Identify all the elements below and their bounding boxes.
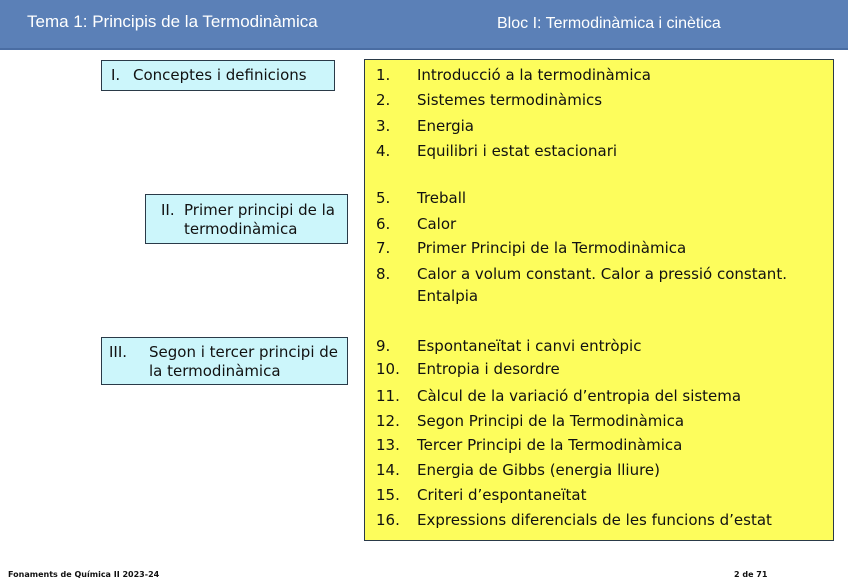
list-item-text: Sistemes termodinàmics xyxy=(417,91,603,109)
section-box-2 xyxy=(145,194,348,244)
list-item-number: 9. xyxy=(376,337,391,355)
list-item-text: Calor xyxy=(417,215,457,233)
list-item-number: 15. xyxy=(376,486,400,504)
list-item-number: 14. xyxy=(376,461,400,479)
list-item-text: Segon Principi de la Termodinàmica xyxy=(417,412,685,430)
list-item-number: 7. xyxy=(376,239,391,257)
list-item-text: Calor a volum constant. Calor a pressió constant. Entalpia xyxy=(417,265,787,305)
section-title: Conceptes i definicions xyxy=(133,66,307,84)
block-title: Bloc I: Termodinàmica i cinètica xyxy=(497,15,721,32)
list-item-text: Càlcul de la variació d’entropia del sistema xyxy=(417,387,742,405)
section-box-1 xyxy=(101,60,335,91)
page-counter: 2 de 71 xyxy=(734,570,768,579)
list-item-number: 1. xyxy=(376,66,391,84)
list-item-text: Criteri d’espontaneïtat xyxy=(417,486,587,504)
list-item-text: Tercer Principi de la Termodinàmica xyxy=(417,436,683,454)
list-item-number: 5. xyxy=(376,189,391,207)
section-number: III. xyxy=(109,343,128,361)
list-item-text: Entropia i desordre xyxy=(417,360,560,378)
list-item-text: Treball xyxy=(417,189,467,207)
list-item-number: 11. xyxy=(376,387,400,405)
list-item-number: 6. xyxy=(376,215,391,233)
list-item-number: 16. xyxy=(376,511,400,529)
list-item-text: Espontaneïtat i canvi entròpic xyxy=(417,337,642,355)
section-title: Segon i tercer principi de la termodinàmica xyxy=(149,343,339,380)
section-title: Primer principi de la termodinàmica xyxy=(184,201,336,238)
section-box-3 xyxy=(101,337,348,385)
list-item-number: 10. xyxy=(376,360,400,378)
list-item-text: Energia xyxy=(417,117,474,135)
list-item-number: 3. xyxy=(376,117,391,135)
section-number: II. xyxy=(161,201,175,219)
list-item-number: 4. xyxy=(376,142,391,160)
list-item-number: 13. xyxy=(376,436,400,454)
list-item-number: 12. xyxy=(376,412,400,430)
list-item-number: 8. xyxy=(376,265,391,283)
list-item-text: Energia de Gibbs (energia lliure) xyxy=(417,461,660,479)
topic-list-panel xyxy=(364,59,834,541)
list-item-text: Primer Principi de la Termodinàmica xyxy=(417,239,687,257)
list-item-text: Equilibri i estat estacionari xyxy=(417,142,618,160)
slide-header xyxy=(0,0,848,50)
topic-title: Tema 1: Principis de la Termodinàmica xyxy=(27,12,318,31)
course-footer: Fonaments de Química II 2023-24 xyxy=(8,570,160,579)
section-number: I. xyxy=(111,66,121,84)
list-item-text: Expressions diferencials de les funcions d’estat xyxy=(417,511,772,529)
list-item-text: Introducció a la termodinàmica xyxy=(417,66,651,84)
list-item-number: 2. xyxy=(376,91,391,109)
